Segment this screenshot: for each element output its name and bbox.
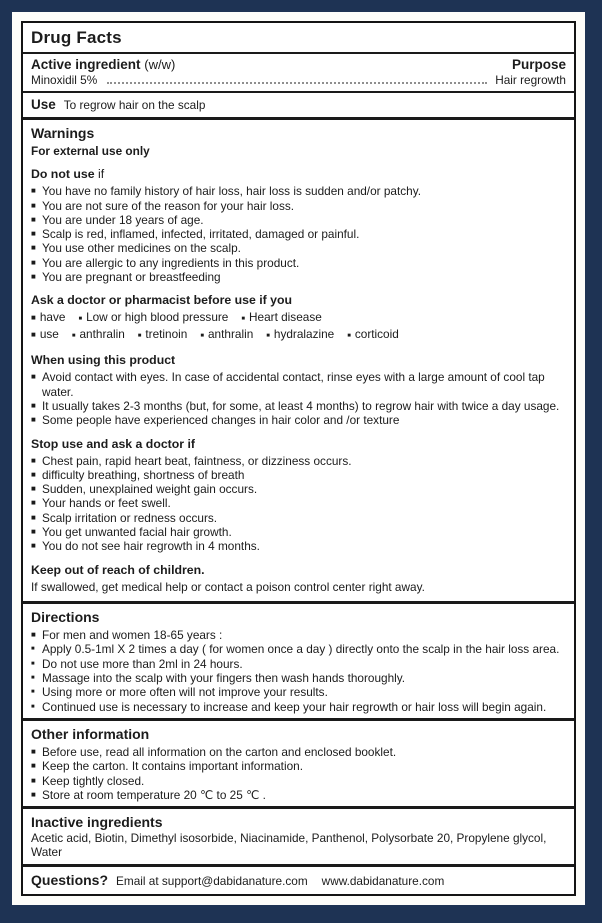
list-item-text: Some people have experienced changes in hair color and /or texture [42,413,400,428]
label-white-mat [12,12,585,905]
do-not-use-heading-rest: if [97,167,105,182]
list-item-text: Do not use more than 2ml in 24 hours. [42,656,243,671]
drug-facts-title: Drug Facts [31,28,122,47]
list-item-text: Scalp irritation or redness occurs. [42,510,218,525]
inline-list-item [241,310,321,324]
list-item [31,496,566,510]
dotted-leader [107,73,487,84]
list-item-text: You have no family history of hair loss, hair loss is sudden and/or patchy. [42,184,422,199]
inline-item-text: corticoid [354,327,399,342]
other-information-section [23,721,574,806]
square-bullet-icon: ■ [31,229,36,239]
square-bullet-icon: ■ [200,333,204,340]
square-bullet-icon: ■ [31,775,36,785]
inline-item-text: use [39,327,59,342]
square-bullet-icon: ■ [31,257,36,267]
active-ingredient-heading-normal: (w/w) [144,57,176,72]
inactive-ingredients-text: Acetic acid, Biotin, Dimethyl isosorbide, Niacinamide, Panthenol, Polysorbate 20, Propylene glycol, Water [31,831,547,860]
questions-label: Questions? [31,871,109,888]
use-section [23,93,574,117]
list-item [31,482,566,496]
list-item [31,774,566,788]
list-item [31,468,566,482]
list-item [31,657,566,671]
list-item-text: For men and women 18-65 years : [42,628,223,643]
do-not-use-list [31,184,566,284]
purpose-value: Hair regrowth [495,73,566,87]
inline-list-item [72,327,125,341]
square-bullet-icon: ■ [31,660,35,667]
directions-section [23,604,574,718]
list-item [31,525,566,539]
square-bullet-icon: ■ [31,415,36,425]
ask-doctor-heading: Ask a doctor or pharmacist before use if you [31,293,293,308]
square-bullet-icon: ■ [31,527,36,537]
square-bullet-icon: ■ [31,789,36,799]
square-bullet-icon: ■ [31,761,36,771]
inline-item-text: have [39,310,66,325]
inline-list-item [200,327,253,341]
active-ingredient-heading-bold: Active ingredient [31,57,141,72]
square-bullet-icon: ■ [347,333,351,340]
list-item [31,241,566,255]
square-bullet-icon: ■ [266,333,270,340]
square-bullet-icon: ■ [31,330,36,340]
list-item [31,413,566,427]
inactive-ingredients-section [23,809,574,864]
inline-list-item [347,327,399,341]
square-bullet-icon: ■ [31,372,36,382]
when-using-list [31,370,566,427]
list-item [31,270,566,284]
questions-section [23,867,574,894]
list-item-text: Continued use is necessary to increase and keep your hair regrowth or hair loss will begin again. [42,699,547,714]
inline-item-text: hydralazine [273,327,335,342]
square-bullet-icon: ■ [31,630,36,640]
list-item [31,399,566,413]
purpose-heading: Purpose [511,57,566,72]
inline-list-item [138,327,188,341]
list-item [31,642,566,656]
use-label: Use [31,97,56,112]
inline-item-text: anthralin [79,327,125,342]
warnings-section [23,120,574,601]
stop-use-list [31,454,566,554]
square-bullet-icon: ■ [31,272,36,282]
list-item-text: You are not sure of the reason for your hair loss. [42,198,295,213]
do-not-use-heading-bold: Do not use [31,167,95,182]
list-item-text: difficulty breathing, shortness of breath [42,467,245,482]
list-item [31,671,566,685]
list-item [31,454,566,468]
square-bullet-icon: ■ [241,316,245,323]
list-item [31,370,566,399]
questions-email-text: Email at support@dabidanature.com [116,873,308,888]
list-item-text: Your hands or feet swell. [42,496,171,511]
warnings-heading: Warnings [31,125,95,141]
list-item-text: Before use, read all information on the carton and enclosed booklet. [42,744,397,759]
list-item [31,199,566,213]
list-item [31,511,566,525]
active-ingredient-section [23,54,574,91]
inline-list-item [31,327,59,341]
list-item [31,227,566,241]
square-bullet-icon: ■ [31,400,36,410]
list-item-text: It usually takes 2-3 months (but, for some, at least 4 months) to regrow hair with twice a day usage. [42,398,560,413]
list-item-text: You are under 18 years of age. [42,212,204,227]
use-text: To regrow hair on the scalp [63,98,206,112]
inline-list-item [78,310,228,324]
inline-item-text: anthralin [208,327,254,342]
square-bullet-icon: ■ [31,675,35,682]
square-bullet-icon: ■ [31,541,36,551]
inline-item-text: tretinoin [145,327,188,342]
square-bullet-icon: ■ [31,689,35,696]
square-bullet-icon: ■ [31,214,36,224]
do-not-use-heading [31,167,566,181]
square-bullet-icon: ■ [31,200,36,210]
list-item-text: Keep tightly closed. [42,773,145,788]
stop-use-heading: Stop use and ask a doctor if [31,436,195,451]
inline-list-item [31,310,65,324]
list-item [31,700,566,714]
square-bullet-icon: ■ [31,746,36,756]
directions-heading: Directions [31,609,100,626]
square-bullet-icon: ■ [31,186,36,196]
inline-item-text: Low or high blood pressure [86,310,229,325]
square-bullet-icon: ■ [31,243,36,253]
list-item [31,256,566,270]
square-bullet-icon: ■ [31,469,36,479]
keep-out-text: If swallowed, get medical help or contact a poison control center right away. [31,579,425,594]
list-item [31,759,566,773]
list-item [31,539,566,553]
list-item [31,685,566,699]
list-item-text: Store at room temperature 20 ℃ to 25 ℃ . [42,787,266,802]
list-item-text: Keep the carton. It contains important information. [42,759,303,774]
list-item [31,184,566,198]
list-item-text: You are allergic to any ingredients in this product. [42,255,300,270]
list-item [31,628,566,642]
list-item-text: You do not see hair regrowth in 4 months. [42,539,260,554]
inline-item-text: Heart disease [249,310,322,325]
list-item-text: You use other medicines on the scalp. [42,241,241,256]
when-using-heading: When using this product [31,353,176,368]
square-bullet-icon: ■ [31,703,35,710]
directions-list [31,628,566,714]
ask-doctor-row-2 [31,327,566,344]
other-information-heading: Other information [31,725,150,742]
questions-website: www.dabidanature.com [321,873,445,888]
ask-doctor-row-1 [31,310,566,327]
inline-list-item [266,327,334,341]
keep-out-heading: Keep out of reach of children. [31,562,205,577]
square-bullet-icon: ■ [31,646,35,653]
list-item [31,745,566,759]
square-bullet-icon: ■ [137,333,142,340]
square-bullet-icon: ■ [31,512,36,522]
drug-facts-label [21,21,576,896]
square-bullet-icon: ■ [31,484,36,494]
list-item-text: Scalp is red, inflamed, infected, irritated, damaged or painful. [42,227,360,242]
ingredient-name: Minoxidil 5% [31,73,98,87]
list-item-text: You get unwanted facial hair growth. [42,525,232,540]
list-item-text: You are pregnant or breastfeeding [42,270,221,285]
list-item-text: Chest pain, rapid heart beat, faintness, or dizziness occurs. [42,453,352,468]
square-bullet-icon: ■ [31,498,36,508]
square-bullet-icon: ■ [78,316,83,323]
list-item-text: Avoid contact with eyes. In case of accidental contact, rinse eyes with a large amount of cool tap water. [42,370,545,399]
list-item [31,213,566,227]
square-bullet-icon: ■ [71,333,76,340]
active-ingredient-heading [31,57,175,72]
list-item [31,788,566,802]
list-item-text: Massage into the scalp with your fingers then wash hands thoroughly. [42,671,406,686]
list-item-text: Apply 0.5-1ml X 2 times a day ( for women once a day ) directly onto the scalp in the hair loss area. [42,642,560,657]
list-item-text: Using more or more often will not improve your results. [42,685,328,700]
other-information-list [31,745,566,802]
inactive-ingredients-heading: Inactive ingredients [31,814,163,831]
square-bullet-icon: ■ [31,455,36,465]
external-use-statement: For external use only [31,144,150,158]
list-item-text: Sudden, unexplained weight gain occurs. [42,482,258,497]
square-bullet-icon: ■ [31,313,36,323]
